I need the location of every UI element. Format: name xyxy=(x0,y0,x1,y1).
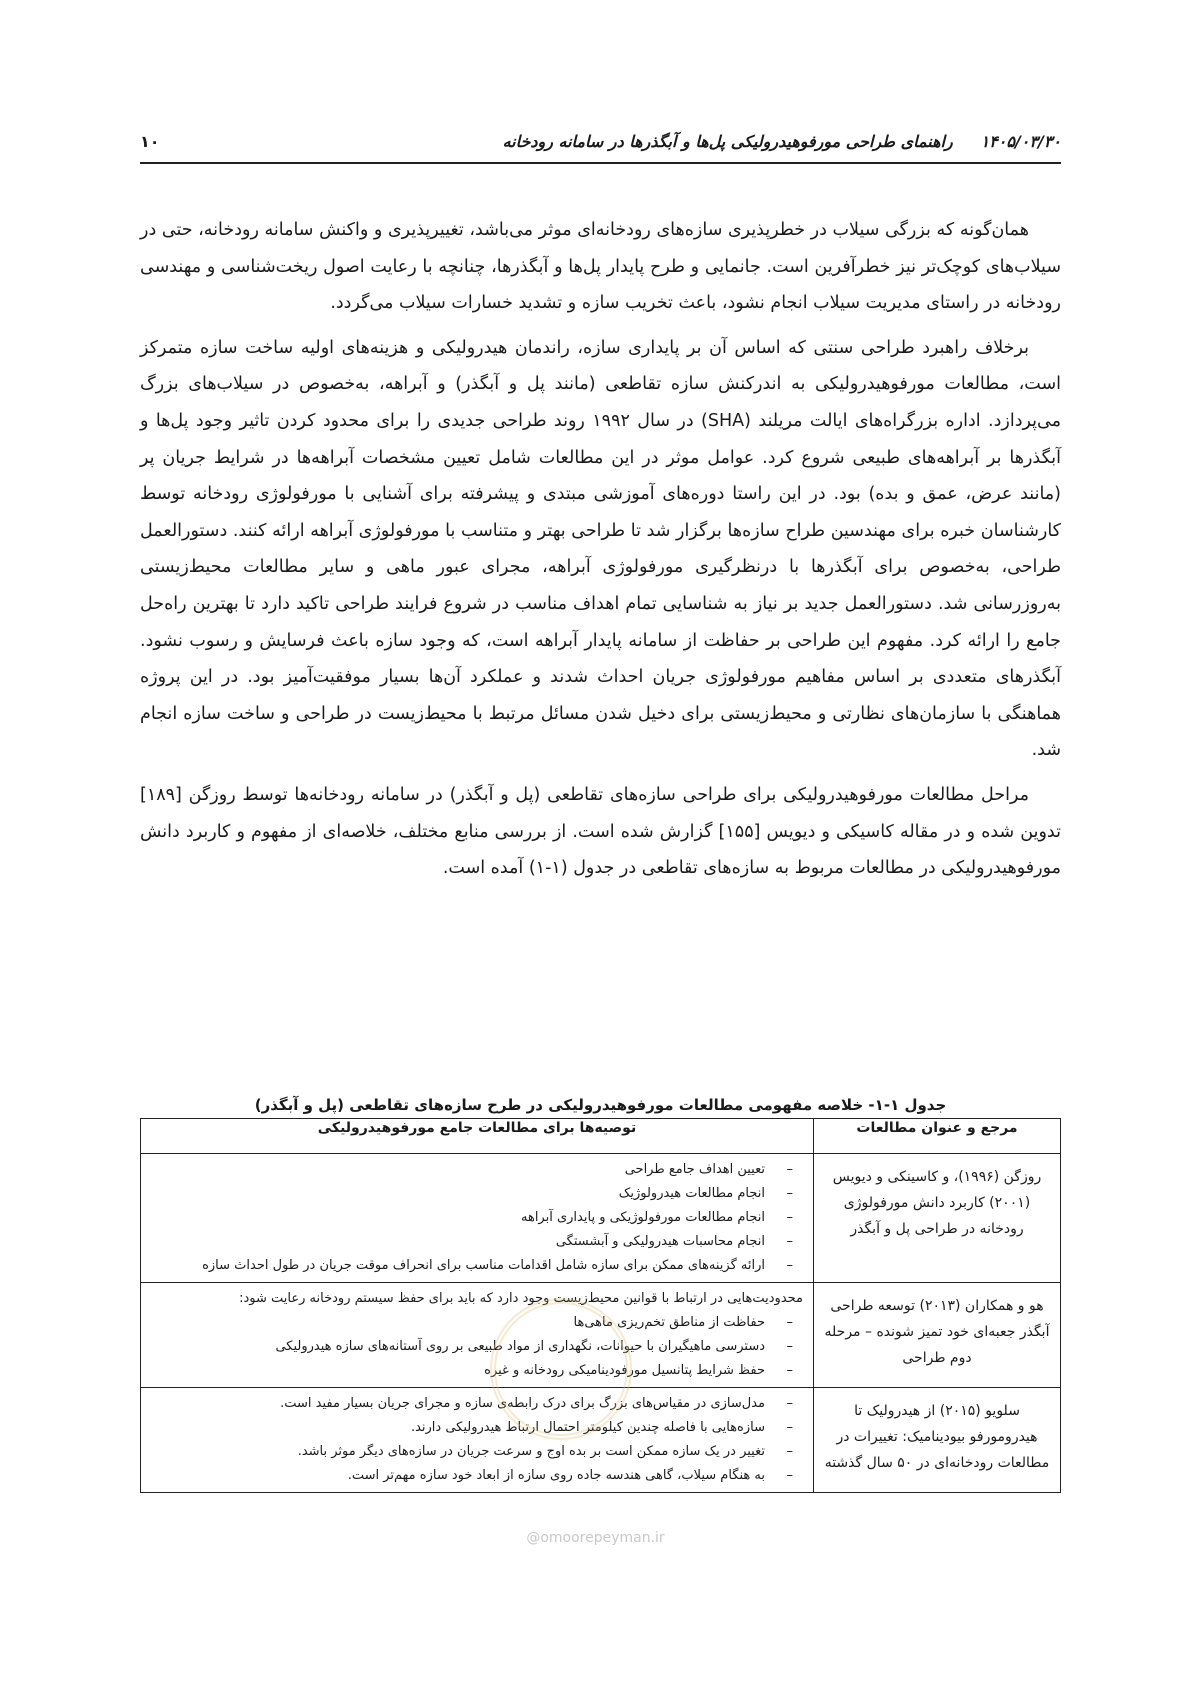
table-row xyxy=(141,1154,1061,1283)
watermark-seal-icon xyxy=(490,1298,632,1440)
col-header-recommendations: توصیه‌ها برای مطالعات جامع مورفوهیدرولیکی xyxy=(141,1119,814,1154)
list-item: – حفاظت از مناطق تخم‌ریزی ماهی‌ها xyxy=(151,1311,797,1335)
reference-cell: روزگن (۱۹۹۶)، و کاسینکی و دیویس (۲۰۰۱) کاربرد دانش مورفولوژی رودخانه در طراحی پل و آبگذر xyxy=(814,1154,1061,1283)
list-item: – ارائه گزینه‌های ممکن برای سازه شامل اقدامات مناسب برای انحراف موقت جریان در طول احداث سازه xyxy=(151,1254,797,1278)
paragraph-2: برخلاف راهبرد طراحی سنتی که اساس آن بر پایداری سازه، راندمان هیدرولیکی و هزینه‌های اولیه ساخت سازه متمرکز است، مطالعات مورفوهیدرولیکی به اندرکنش سازه تقاطعی (مانند پل و آبگذر) و آبراهه، به‌خصوص در سیلاب‌های بزرگ می‌پردازد. اداره بزرگراه‌های ایالت مریلند (SHA) در سال ۱۹۹۲ روند طراحی جدیدی را برای محدود کردن تاثیر وجود پل‌ها و آبگذرها بر آبراهه‌های طبیعی شروع کرد. عوامل موثر در این مطالعات شامل تعیین مشخصات آبراهه‌ها در شرایط جریان پر (مانند عرض، عمق و بده) بود. در این راستا دوره‌های آموزشی مبتدی و پیشرفته برای آشنایی با مورفولوژی رودخانه توسط کارشناسان خبره برای مهندسین طراح سازه‌ها برگزار شد تا طراحی بهتر و متناسب با مورفولوژی آبراهه ارائه کنند. دستورالعمل طراحی، به‌خصوص برای آبگذرها با درنظرگیری مورفولوژی آبراهه، مجرای عبور ماهی و سایر مطالعات محیط‌زیستی به‌روزرسانی شد. دستورالعمل جدید بر نیاز به شناسایی تمام اهداف مناسب در شروع فرایند طراحی تاکید دارد تا بهترین راه‌حل جامع را ارائه کرد. مفهوم این طراحی بر حفاظت از سامانه پایدار آبراهه است، که وجود سازه باعث فرسایش و رسوب نشود. آبگذرهای متعددی بر اساس مفاهیم مورفولوژی جریان احداث شدند و عملکرد آن‌ها بسیار موفقیت‌آمیز بود. در این پروژه هماهنگی با سازمان‌های نظارتی و محیط‌زیستی برای دخیل شدن مسائل مرتبط با محیط‌زیست در طراحی و ساخت سازه انجام شد. xyxy=(140,337,1061,761)
body-text xyxy=(140,212,1061,895)
table-header-row xyxy=(141,1119,1061,1154)
watermark-text: @omoorepeyman.ir xyxy=(526,1530,665,1546)
list-item: – سازه‌هایی با فاصله چندین کیلومتر احتمال ارتباط هیدرولیکی دارند. xyxy=(151,1416,797,1440)
recommendations-cell xyxy=(141,1154,814,1283)
header-title-text: راهنمای طراحی مورفوهیدرولیکی پل‌ها و آبگذرها در سامانه رودخانه xyxy=(502,132,953,151)
recommendation-list xyxy=(151,1158,797,1278)
header-date: ۱۴۰۵/۰۳/۳۰ xyxy=(980,132,1061,151)
list-item: – انجام محاسبات هیدرولیکی و آبشستگی xyxy=(151,1230,797,1254)
list-item: – تغییر در یک سازه ممکن است بر بده اوج و سرعت جریان در سازه‌های دیگر موثر باشد. xyxy=(151,1440,797,1464)
list-item: – حفظ شرایط پتانسیل مورفودینامیکی رودخانه و غیره xyxy=(151,1359,797,1383)
recommendation-intro: محدودیت‌هایی در ارتباط با قوانین محیط‌زیست وجود دارد که باید برای حفظ سیستم رودخانه رعایت شود: xyxy=(239,1291,803,1306)
recommendations-cell xyxy=(141,1283,814,1388)
list-item: – تعیین اهداف جامع طراحی xyxy=(151,1158,797,1182)
list-item: – انجام مطالعات هیدرولوژیک xyxy=(151,1182,797,1206)
page-header xyxy=(140,128,1061,164)
recommendation-list xyxy=(151,1311,797,1383)
list-item: – به هنگام سیلاب، گاهی هندسه جاده روی سازه از ابعاد خود سازه مهم‌تر است. xyxy=(151,1464,797,1488)
header-title xyxy=(503,132,1061,151)
recommendations-cell xyxy=(141,1388,814,1493)
list-item: – مدل‌سازی در مقیاس‌های بزرگ برای درک رابطه‌ی سازه و مجرای جریان بسیار مفید است. xyxy=(151,1392,797,1416)
summary-table xyxy=(140,1118,1061,1493)
list-item: – انجام مطالعات مورفولوژیکی و پایداری آبراهه xyxy=(151,1206,797,1230)
reference-cell: هو و همکاران (۲۰۱۳) توسعه طراحی آبگذر جعبه‌ای خود تمیز شونده – مرحله دوم طراحی xyxy=(814,1283,1061,1388)
col-header-reference: مرجع و عنوان مطالعات xyxy=(814,1119,1061,1154)
paragraph-1: همان‌گونه که بزرگی سیلاب در خطرپذیری سازه‌های رودخانه‌ای موثر می‌باشد، تغییرپذیری و واکنش سامانه رودخانه، حتی در سیلاب‌های کوچک‌تر نیز خطرآفرین است. جانمایی و طرح پایدار پل‌ها و آبگذرها، چنانچه با رعایت اصول ریخت‌شناسی و مهندسی رودخانه در راستای مدیریت سیلاب انجام نشود، باعث تخریب سازه و تشدید خسارات سیلاب می‌گردد. xyxy=(140,220,1061,314)
reference-cell: سلویو (۲۰۱۵) از هیدرولیک تا هیدرومورفو بیودینامیک: تغییرات در مطالعات رودخانه‌ای در ۵۰ سال گذشته xyxy=(814,1388,1061,1493)
list-item: – دسترسی ماهیگیران با حیوانات، نگهداری از مواد طبیعی بر روی آستانه‌های سازه هیدرولیکی xyxy=(151,1335,797,1359)
paragraph-3: مراحل مطالعات مورفوهیدرولیکی برای طراحی سازه‌های تقاطعی (پل و آبگذر) در سامانه رودخانه‌ها توسط روزگن [۱۸۹] تدوین شده و در مقاله کاسیکی و دیویس [۱۵۵] گزارش شده است. از بررسی منابع مختلف، خلاصه‌ای از مفهوم و کاربرد دانش مورفوهیدرولیکی در مطالعات مربوط به سازه‌های تقاطعی در جدول (۱-۱) آمده است. xyxy=(140,784,1061,879)
table-caption: جدول ۱-۱- خلاصه مفهومی مطالعات مورفوهیدرولیکی در طرح سازه‌های تقاطعی (پل و آبگذر) xyxy=(254,1096,947,1114)
page-number: ۱۰ xyxy=(140,132,160,151)
recommendation-list xyxy=(151,1392,797,1488)
